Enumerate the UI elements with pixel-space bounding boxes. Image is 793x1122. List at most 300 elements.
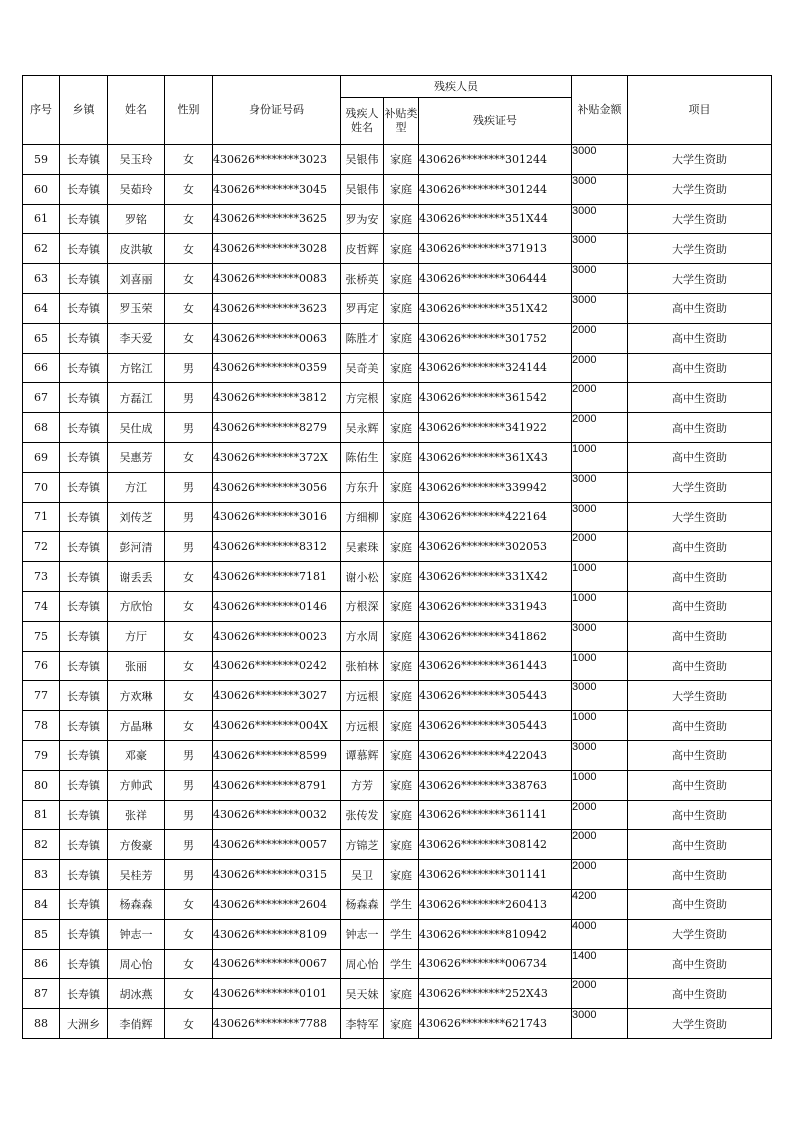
cell-disability-cert: 430626********260413 (419, 889, 572, 919)
cell-disability-cert: 430626********252X43 (419, 979, 572, 1009)
subsidy-table (22, 75, 772, 1039)
cell-gender: 女 (165, 1009, 213, 1039)
cell-project: 高中生资助 (628, 770, 772, 800)
cell-seq: 71 (23, 502, 60, 532)
cell-disabled-name: 方根深 (341, 591, 384, 621)
header-disability-cert: 残疾证号 (419, 98, 572, 145)
cell-disabled-name: 罗再定 (341, 293, 384, 323)
cell-id-number: 430626********3812 (213, 383, 341, 413)
cell-town: 长寿镇 (60, 323, 108, 353)
cell-seq: 65 (23, 323, 60, 353)
header-id-number: 身份证号码 (213, 76, 341, 145)
cell-project: 高中生资助 (628, 740, 772, 770)
cell-town: 长寿镇 (60, 681, 108, 711)
cell-town: 长寿镇 (60, 383, 108, 413)
cell-project: 大学生资助 (628, 174, 772, 204)
table-row (23, 591, 772, 621)
cell-gender: 女 (165, 949, 213, 979)
cell-project: 高中生资助 (628, 532, 772, 562)
cell-name: 罗玉荣 (108, 293, 165, 323)
table-body (23, 145, 772, 1039)
cell-id-number: 430626********8312 (213, 532, 341, 562)
cell-town: 长寿镇 (60, 532, 108, 562)
cell-gender: 女 (165, 174, 213, 204)
cell-seq: 83 (23, 860, 60, 890)
header-amount: 补贴金额 (572, 76, 628, 145)
cell-town: 长寿镇 (60, 204, 108, 234)
cell-name: 皮洪敏 (108, 234, 165, 264)
cell-seq: 62 (23, 234, 60, 264)
cell-amount: 3000 (572, 264, 628, 294)
cell-id-number: 430626********0057 (213, 830, 341, 860)
cell-disability-cert: 430626********306444 (419, 264, 572, 294)
table-row (23, 919, 772, 949)
cell-gender: 女 (165, 889, 213, 919)
cell-gender: 男 (165, 830, 213, 860)
table-row (23, 770, 772, 800)
cell-disability-cert: 430626********301244 (419, 174, 572, 204)
cell-disability-cert: 430626********621743 (419, 1009, 572, 1039)
cell-seq: 81 (23, 800, 60, 830)
cell-subsidy-type: 家庭 (384, 711, 419, 741)
cell-disabled-name: 张桥英 (341, 264, 384, 294)
cell-disability-cert: 430626********422164 (419, 502, 572, 532)
cell-subsidy-type: 家庭 (384, 383, 419, 413)
cell-name: 刘喜丽 (108, 264, 165, 294)
cell-amount: 2000 (572, 830, 628, 860)
cell-id-number: 430626********0146 (213, 591, 341, 621)
cell-disabled-name: 吴天妹 (341, 979, 384, 1009)
table-row (23, 830, 772, 860)
cell-project: 高中生资助 (628, 711, 772, 741)
cell-disability-cert: 430626********361X43 (419, 442, 572, 472)
cell-project: 高中生资助 (628, 413, 772, 443)
cell-disability-cert: 430626********308142 (419, 830, 572, 860)
cell-id-number: 430626********8279 (213, 413, 341, 443)
cell-disabled-name: 罗为安 (341, 204, 384, 234)
cell-subsidy-type: 家庭 (384, 621, 419, 651)
cell-town: 大洲乡 (60, 1009, 108, 1039)
cell-disability-cert: 430626********351X44 (419, 204, 572, 234)
cell-subsidy-type: 家庭 (384, 830, 419, 860)
cell-amount: 1000 (572, 562, 628, 592)
cell-name: 邓豪 (108, 740, 165, 770)
cell-project: 大学生资助 (628, 204, 772, 234)
cell-disability-cert: 430626********305443 (419, 681, 572, 711)
cell-disability-cert: 430626********301244 (419, 145, 572, 175)
cell-name: 周心怡 (108, 949, 165, 979)
cell-gender: 女 (165, 264, 213, 294)
cell-town: 长寿镇 (60, 740, 108, 770)
table-row (23, 800, 772, 830)
header-subsidy-type: 补贴类型 (384, 98, 419, 145)
cell-id-number: 430626********3028 (213, 234, 341, 264)
cell-amount: 1000 (572, 770, 628, 800)
cell-gender: 女 (165, 621, 213, 651)
cell-id-number: 430626********3625 (213, 204, 341, 234)
cell-project: 大学生资助 (628, 145, 772, 175)
cell-seq: 60 (23, 174, 60, 204)
cell-disabled-name: 方远根 (341, 711, 384, 741)
cell-disability-cert: 430626********371913 (419, 234, 572, 264)
cell-amount: 2000 (572, 323, 628, 353)
cell-subsidy-type: 家庭 (384, 681, 419, 711)
cell-id-number: 430626********0083 (213, 264, 341, 294)
cell-disabled-name: 方完根 (341, 383, 384, 413)
cell-seq: 68 (23, 413, 60, 443)
cell-disabled-name: 方细柳 (341, 502, 384, 532)
table-row (23, 353, 772, 383)
cell-amount: 3000 (572, 204, 628, 234)
cell-disabled-name: 吴银伟 (341, 145, 384, 175)
cell-project: 大学生资助 (628, 502, 772, 532)
cell-gender: 女 (165, 204, 213, 234)
cell-subsidy-type: 家庭 (384, 442, 419, 472)
cell-town: 长寿镇 (60, 860, 108, 890)
cell-disability-cert: 430626********331X42 (419, 562, 572, 592)
cell-amount: 2000 (572, 413, 628, 443)
cell-amount: 3000 (572, 1009, 628, 1039)
cell-disability-cert: 430626********302053 (419, 532, 572, 562)
cell-id-number: 430626********8791 (213, 770, 341, 800)
cell-project: 高中生资助 (628, 860, 772, 890)
cell-name: 李俏辉 (108, 1009, 165, 1039)
header-disabled-name: 残疾人姓名 (341, 98, 384, 145)
cell-disabled-name: 方水周 (341, 621, 384, 651)
cell-subsidy-type: 家庭 (384, 502, 419, 532)
cell-disabled-name: 吴永辉 (341, 413, 384, 443)
cell-disabled-name: 张柏林 (341, 651, 384, 681)
cell-amount: 3000 (572, 174, 628, 204)
table-row (23, 472, 772, 502)
cell-subsidy-type: 家庭 (384, 1009, 419, 1039)
cell-town: 长寿镇 (60, 800, 108, 830)
cell-gender: 女 (165, 145, 213, 175)
cell-name: 刘传芝 (108, 502, 165, 532)
cell-disability-cert: 430626********301141 (419, 860, 572, 890)
table-row (23, 383, 772, 413)
table-row (23, 502, 772, 532)
header-seq: 序号 (23, 76, 60, 145)
table-row (23, 711, 772, 741)
cell-seq: 67 (23, 383, 60, 413)
cell-amount: 1000 (572, 651, 628, 681)
cell-disabled-name: 方芳 (341, 770, 384, 800)
table-row (23, 889, 772, 919)
table-row (23, 1009, 772, 1039)
cell-subsidy-type: 家庭 (384, 234, 419, 264)
cell-gender: 女 (165, 323, 213, 353)
cell-amount: 3000 (572, 234, 628, 264)
cell-town: 长寿镇 (60, 472, 108, 502)
cell-amount: 1000 (572, 591, 628, 621)
cell-id-number: 430626********7181 (213, 562, 341, 592)
cell-subsidy-type: 家庭 (384, 145, 419, 175)
cell-disability-cert: 430626********341862 (419, 621, 572, 651)
cell-disability-cert: 430626********361141 (419, 800, 572, 830)
cell-disability-cert: 430626********338763 (419, 770, 572, 800)
cell-subsidy-type: 学生 (384, 919, 419, 949)
cell-name: 李天爱 (108, 323, 165, 353)
table-row (23, 413, 772, 443)
cell-name: 方晶琳 (108, 711, 165, 741)
cell-subsidy-type: 家庭 (384, 591, 419, 621)
cell-gender: 男 (165, 770, 213, 800)
table-row (23, 621, 772, 651)
cell-subsidy-type: 家庭 (384, 264, 419, 294)
header-project: 项目 (628, 76, 772, 145)
header-gender: 性别 (165, 76, 213, 145)
cell-town: 长寿镇 (60, 353, 108, 383)
cell-subsidy-type: 家庭 (384, 860, 419, 890)
cell-subsidy-type: 家庭 (384, 770, 419, 800)
cell-gender: 女 (165, 293, 213, 323)
cell-disabled-name: 钟志一 (341, 919, 384, 949)
cell-project: 大学生资助 (628, 919, 772, 949)
cell-gender: 女 (165, 442, 213, 472)
cell-disabled-name: 陈佑生 (341, 442, 384, 472)
cell-gender: 女 (165, 919, 213, 949)
cell-subsidy-type: 学生 (384, 889, 419, 919)
table-row (23, 293, 772, 323)
cell-project: 高中生资助 (628, 979, 772, 1009)
cell-id-number: 430626********3056 (213, 472, 341, 502)
cell-name: 张丽 (108, 651, 165, 681)
cell-disability-cert: 430626********361443 (419, 651, 572, 681)
cell-amount: 4000 (572, 919, 628, 949)
cell-amount: 4200 (572, 889, 628, 919)
cell-amount: 3000 (572, 621, 628, 651)
cell-id-number: 430626********3623 (213, 293, 341, 323)
cell-disabled-name: 周心怡 (341, 949, 384, 979)
cell-subsidy-type: 家庭 (384, 174, 419, 204)
cell-seq: 86 (23, 949, 60, 979)
cell-town: 长寿镇 (60, 234, 108, 264)
cell-seq: 75 (23, 621, 60, 651)
cell-name: 方俊豪 (108, 830, 165, 860)
cell-project: 高中生资助 (628, 323, 772, 353)
table-row (23, 740, 772, 770)
cell-town: 长寿镇 (60, 145, 108, 175)
cell-seq: 76 (23, 651, 60, 681)
cell-subsidy-type: 家庭 (384, 979, 419, 1009)
cell-town: 长寿镇 (60, 979, 108, 1009)
cell-amount: 2000 (572, 800, 628, 830)
cell-name: 方厅 (108, 621, 165, 651)
cell-amount: 3000 (572, 293, 628, 323)
cell-seq: 69 (23, 442, 60, 472)
header-row-top (23, 76, 772, 98)
cell-seq: 80 (23, 770, 60, 800)
table-row (23, 681, 772, 711)
cell-project: 高中生资助 (628, 949, 772, 979)
table-row (23, 532, 772, 562)
cell-subsidy-type: 家庭 (384, 562, 419, 592)
cell-disabled-name: 陈胜才 (341, 323, 384, 353)
cell-town: 长寿镇 (60, 293, 108, 323)
cell-disabled-name: 谭慕辉 (341, 740, 384, 770)
cell-seq: 61 (23, 204, 60, 234)
cell-seq: 73 (23, 562, 60, 592)
cell-gender: 男 (165, 800, 213, 830)
cell-name: 方帅武 (108, 770, 165, 800)
cell-gender: 女 (165, 711, 213, 741)
table-row (23, 323, 772, 353)
cell-project: 大学生资助 (628, 1009, 772, 1039)
cell-amount: 3000 (572, 681, 628, 711)
cell-amount: 2000 (572, 979, 628, 1009)
cell-gender: 女 (165, 979, 213, 1009)
cell-disabled-name: 张传发 (341, 800, 384, 830)
cell-amount: 3000 (572, 145, 628, 175)
cell-subsidy-type: 学生 (384, 949, 419, 979)
cell-gender: 男 (165, 472, 213, 502)
cell-project: 高中生资助 (628, 800, 772, 830)
cell-amount: 2000 (572, 383, 628, 413)
cell-id-number: 430626********3027 (213, 681, 341, 711)
cell-project: 高中生资助 (628, 830, 772, 860)
cell-town: 长寿镇 (60, 264, 108, 294)
cell-name: 方欣怡 (108, 591, 165, 621)
cell-seq: 84 (23, 889, 60, 919)
cell-subsidy-type: 家庭 (384, 323, 419, 353)
cell-gender: 男 (165, 353, 213, 383)
cell-id-number: 430626********0067 (213, 949, 341, 979)
cell-project: 高中生资助 (628, 621, 772, 651)
table-row (23, 651, 772, 681)
cell-amount: 1000 (572, 711, 628, 741)
cell-name: 张祥 (108, 800, 165, 830)
cell-name: 方欢琳 (108, 681, 165, 711)
table-row (23, 145, 772, 175)
cell-seq: 63 (23, 264, 60, 294)
cell-project: 高中生资助 (628, 442, 772, 472)
cell-name: 方江 (108, 472, 165, 502)
cell-disabled-name: 方东升 (341, 472, 384, 502)
table-row (23, 562, 772, 592)
cell-name: 胡冰燕 (108, 979, 165, 1009)
cell-name: 方铭江 (108, 353, 165, 383)
cell-gender: 男 (165, 860, 213, 890)
cell-name: 杨森森 (108, 889, 165, 919)
cell-seq: 77 (23, 681, 60, 711)
cell-seq: 72 (23, 532, 60, 562)
cell-town: 长寿镇 (60, 711, 108, 741)
cell-seq: 85 (23, 919, 60, 949)
cell-seq: 78 (23, 711, 60, 741)
cell-project: 高中生资助 (628, 562, 772, 592)
cell-seq: 82 (23, 830, 60, 860)
table-row (23, 949, 772, 979)
cell-disability-cert: 430626********331943 (419, 591, 572, 621)
cell-town: 长寿镇 (60, 919, 108, 949)
cell-id-number: 430626********8599 (213, 740, 341, 770)
cell-disability-cert: 430626********810942 (419, 919, 572, 949)
cell-project: 大学生资助 (628, 234, 772, 264)
table-row (23, 860, 772, 890)
cell-gender: 男 (165, 502, 213, 532)
cell-disabled-name: 李特军 (341, 1009, 384, 1039)
cell-subsidy-type: 家庭 (384, 472, 419, 502)
cell-id-number: 430626********7788 (213, 1009, 341, 1039)
table-row (23, 174, 772, 204)
cell-town: 长寿镇 (60, 770, 108, 800)
cell-name: 谢丢丢 (108, 562, 165, 592)
table-row (23, 204, 772, 234)
cell-id-number: 430626********0023 (213, 621, 341, 651)
cell-town: 长寿镇 (60, 562, 108, 592)
cell-disability-cert: 430626********341922 (419, 413, 572, 443)
cell-amount: 3000 (572, 740, 628, 770)
cell-disabled-name: 杨森森 (341, 889, 384, 919)
cell-id-number: 430626********2604 (213, 889, 341, 919)
cell-project: 高中生资助 (628, 293, 772, 323)
cell-id-number: 430626********0063 (213, 323, 341, 353)
cell-project: 高中生资助 (628, 591, 772, 621)
cell-disability-cert: 430626********351X42 (419, 293, 572, 323)
cell-gender: 女 (165, 651, 213, 681)
cell-town: 长寿镇 (60, 651, 108, 681)
cell-gender: 男 (165, 740, 213, 770)
table-row (23, 979, 772, 1009)
table-row (23, 234, 772, 264)
cell-seq: 74 (23, 591, 60, 621)
cell-name: 吴玉玲 (108, 145, 165, 175)
cell-amount: 1400 (572, 949, 628, 979)
cell-amount: 2000 (572, 353, 628, 383)
cell-town: 长寿镇 (60, 621, 108, 651)
cell-id-number: 430626********0359 (213, 353, 341, 383)
cell-town: 长寿镇 (60, 174, 108, 204)
cell-id-number: 430626********3023 (213, 145, 341, 175)
cell-subsidy-type: 家庭 (384, 413, 419, 443)
cell-subsidy-type: 家庭 (384, 204, 419, 234)
cell-id-number: 430626********0032 (213, 800, 341, 830)
cell-project: 高中生资助 (628, 353, 772, 383)
cell-project: 高中生资助 (628, 383, 772, 413)
cell-disability-cert: 430626********339942 (419, 472, 572, 502)
cell-seq: 87 (23, 979, 60, 1009)
cell-gender: 男 (165, 532, 213, 562)
cell-project: 大学生资助 (628, 472, 772, 502)
cell-id-number: 430626********0242 (213, 651, 341, 681)
cell-seq: 59 (23, 145, 60, 175)
cell-disabled-name: 吴卫 (341, 860, 384, 890)
cell-seq: 64 (23, 293, 60, 323)
cell-name: 钟志一 (108, 919, 165, 949)
cell-amount: 1000 (572, 442, 628, 472)
cell-disability-cert: 430626********361542 (419, 383, 572, 413)
cell-gender: 女 (165, 591, 213, 621)
cell-gender: 女 (165, 562, 213, 592)
cell-name: 吴茹玲 (108, 174, 165, 204)
header-disabled-group: 残疾人员 (341, 76, 572, 98)
table-row (23, 264, 772, 294)
cell-subsidy-type: 家庭 (384, 740, 419, 770)
cell-id-number: 430626********0101 (213, 979, 341, 1009)
cell-disabled-name: 吴奇美 (341, 353, 384, 383)
cell-amount: 2000 (572, 860, 628, 890)
cell-name: 吴仕成 (108, 413, 165, 443)
cell-gender: 女 (165, 234, 213, 264)
cell-gender: 女 (165, 681, 213, 711)
cell-project: 高中生资助 (628, 889, 772, 919)
cell-id-number: 430626********0315 (213, 860, 341, 890)
cell-disability-cert: 430626********006734 (419, 949, 572, 979)
cell-town: 长寿镇 (60, 442, 108, 472)
cell-project: 大学生资助 (628, 681, 772, 711)
cell-gender: 男 (165, 383, 213, 413)
